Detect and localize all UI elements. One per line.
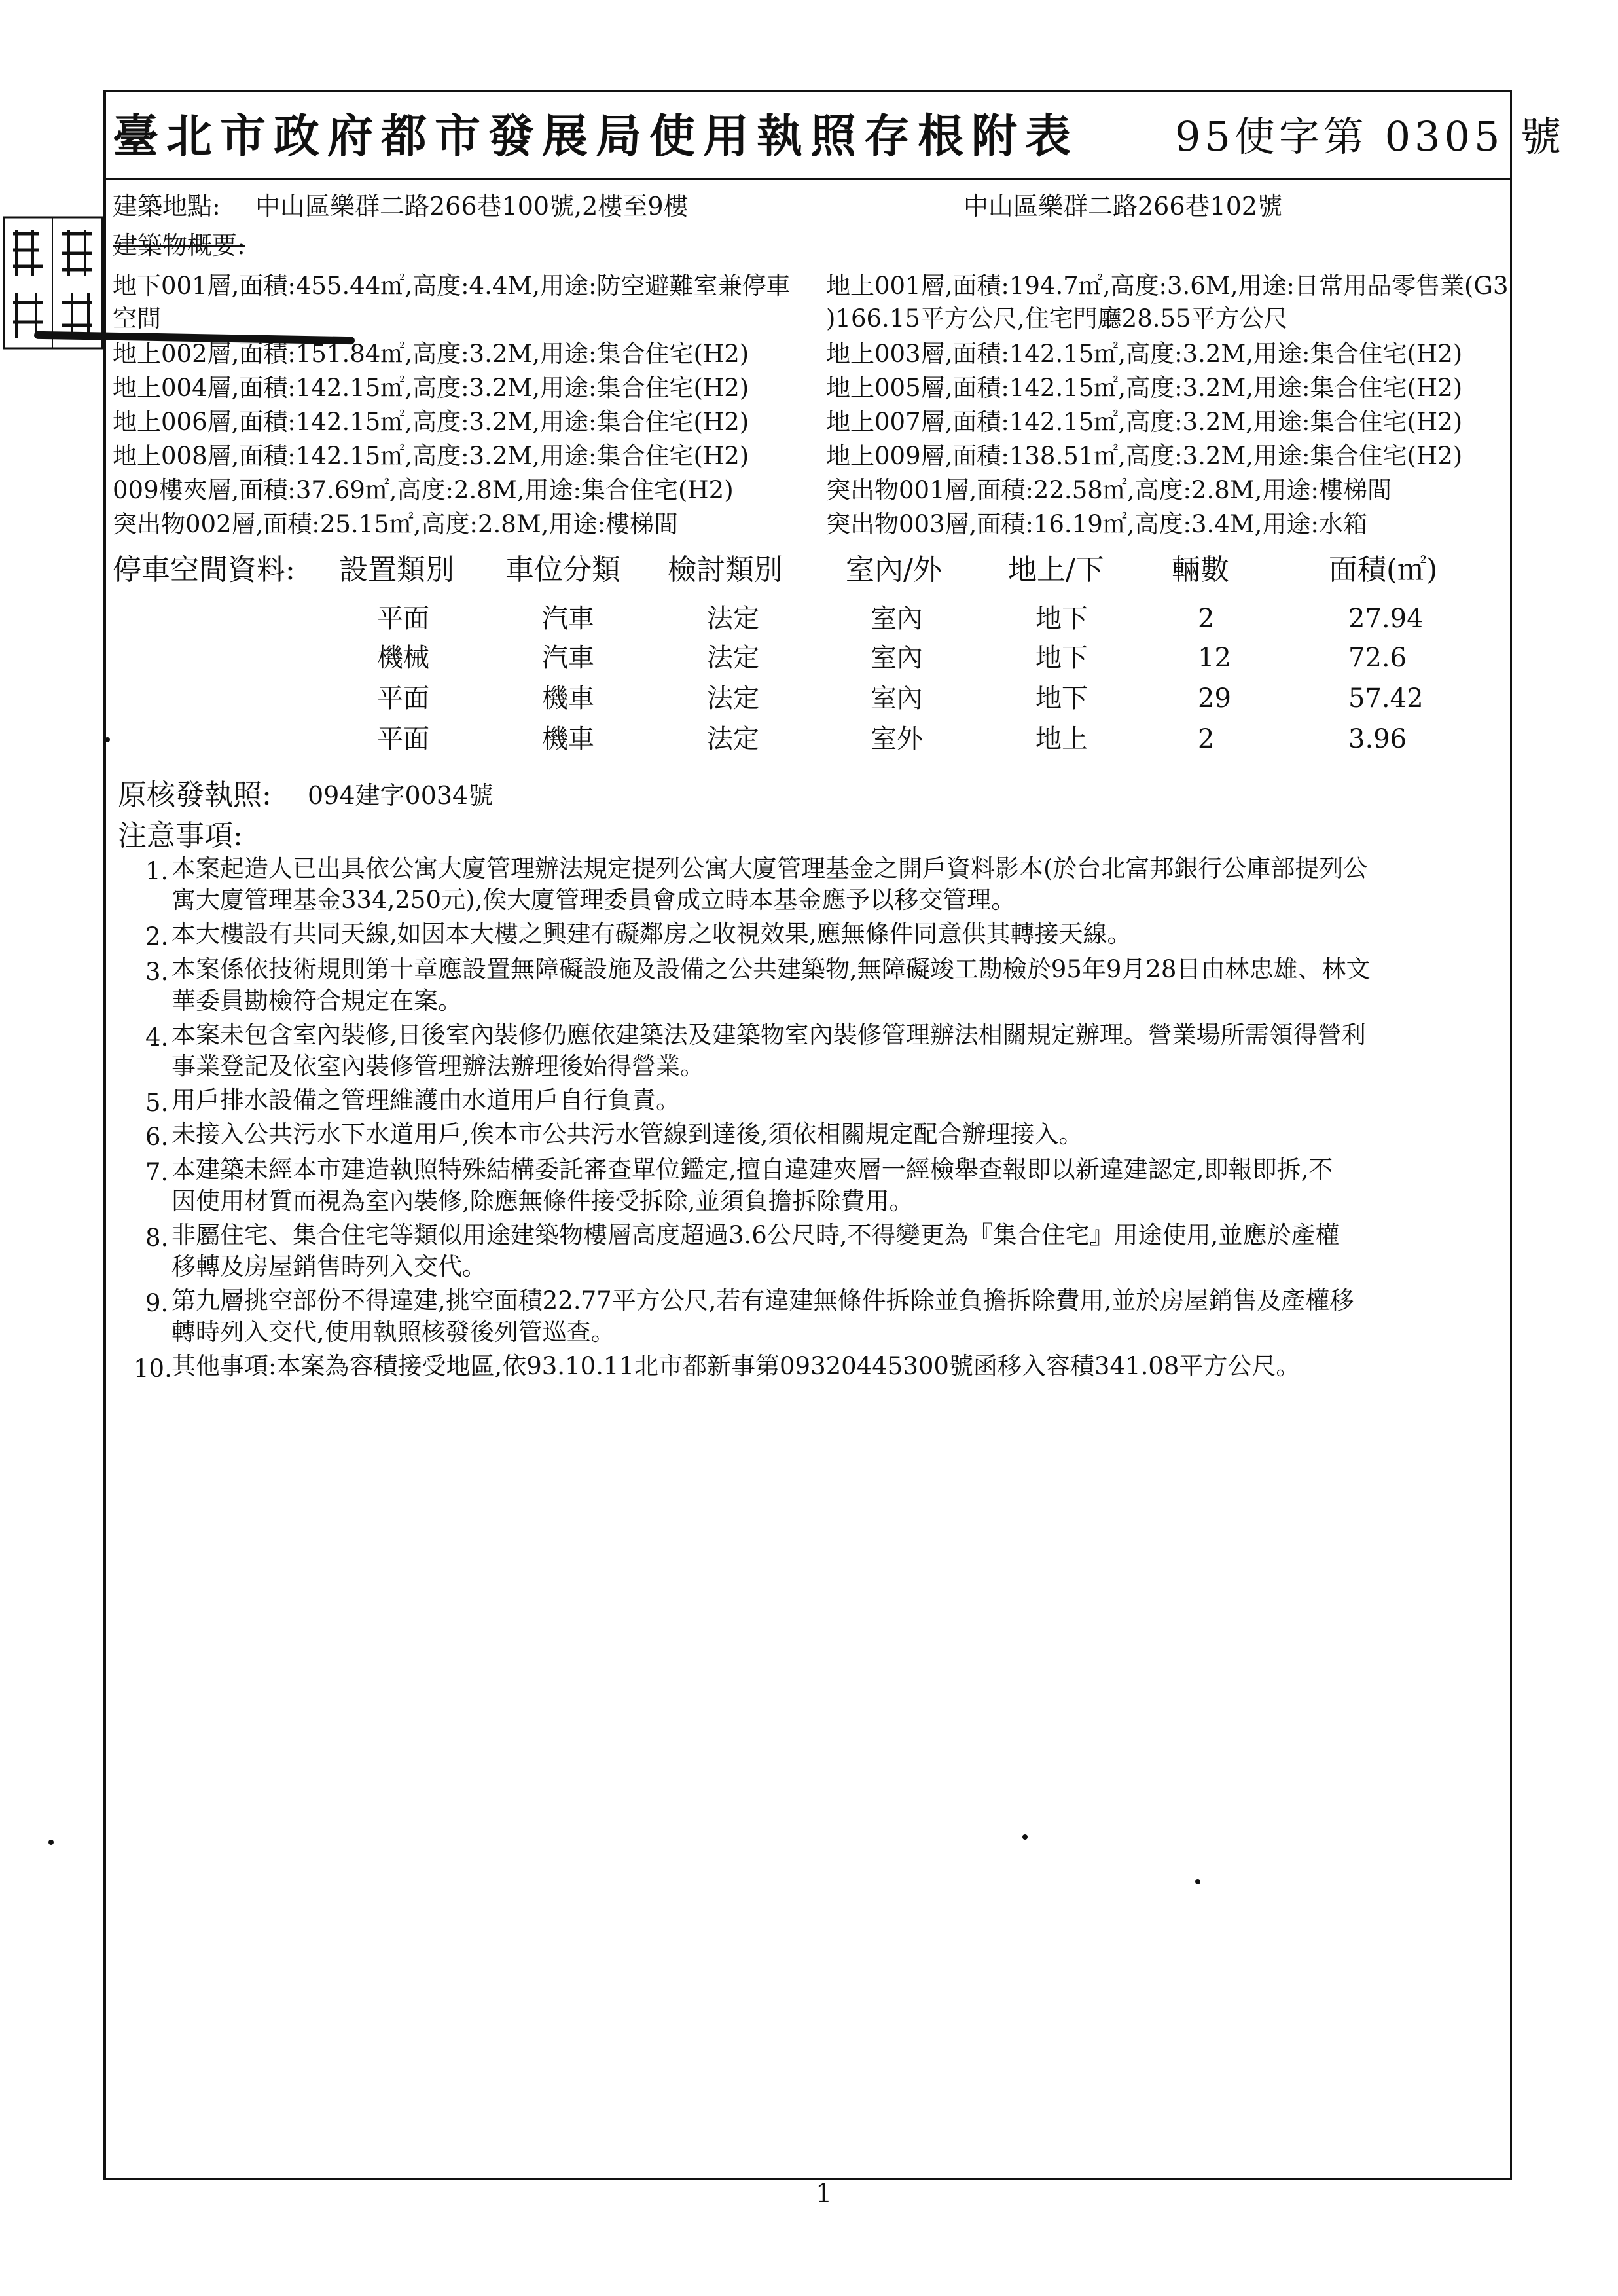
parking-header-review: 檢討類別: [668, 553, 783, 587]
title-divider: [103, 178, 1512, 180]
parking-cell: 3.96: [1348, 724, 1407, 754]
parking-cell: 室內: [871, 683, 923, 714]
original-license-value: 094建字0034號: [308, 781, 494, 810]
floor-5f: 地上005層,面積:142.15㎡,高度:3.2M,用途:集合住宅(H2): [826, 374, 1463, 402]
parking-cell: 室內: [871, 604, 923, 634]
original-license-label: 原核發執照:: [118, 778, 272, 812]
note-text: 寓大廈管理基金334,250元),俟大廈管理委員會成立時本基金應予以移交管理。: [171, 886, 1016, 914]
floor-8f: 地上008層,面積:142.15㎡,高度:3.2M,用途:集合住宅(H2): [113, 442, 749, 470]
note-text: 用戶排水設備之管理維護由水道用戶自行負責。: [171, 1086, 680, 1114]
note-text: 本案係依技術規則第十章應設置無障礙設施及設備之公共建築物,無障礙竣工勘檢於95年9月28日由林忠雄、林文: [171, 955, 1371, 983]
parking-cell: 27.94: [1348, 604, 1424, 634]
parking-cell: 平面: [377, 604, 429, 634]
parking-cell: 地下: [1035, 643, 1088, 673]
parking-cell: 機車: [542, 683, 594, 714]
parking-cell: 地下: [1035, 604, 1088, 634]
floor-roof-3: 突出物003層,面積:16.19㎡,高度:3.4M,用途:水箱: [826, 510, 1367, 538]
parking-cell: 汽車: [542, 604, 594, 634]
parking-cell: 機械: [377, 643, 429, 673]
note-text: 其他事項:本案為容積接受地區,依93.10.11北市都新事第09320445300號函移入容積341.08平方公尺。: [171, 1352, 1301, 1380]
page-number: 1: [816, 2179, 833, 2209]
site-address-1: 中山區樂群二路266巷100號,2樓至9樓: [255, 192, 689, 221]
note-number: 5.: [145, 1089, 169, 1117]
parking-cell: 平面: [377, 724, 429, 754]
floor-1f: 地上001層,面積:194.7㎡,高度:3.6M,用途:日常用品零售業(G3: [826, 272, 1509, 300]
floor-9f: 地上009層,面積:138.51㎡,高度:3.2M,用途:集合住宅(H2): [826, 442, 1463, 470]
note-number: 7.: [145, 1158, 169, 1186]
scan-speck: [105, 737, 110, 742]
floor-4f: 地上004層,面積:142.15㎡,高度:3.2M,用途:集合住宅(H2): [113, 374, 749, 402]
scan-speck: [1195, 1879, 1200, 1884]
parking-cell: 室外: [871, 724, 923, 754]
overview-label: 建築物概要:: [113, 231, 245, 260]
floor-roof-2: 突出物002層,面積:25.15㎡,高度:2.8M,用途:樓梯間: [113, 510, 678, 538]
site-label: 建築地點:: [113, 192, 221, 221]
parking-cell: 機車: [542, 724, 594, 754]
parking-header-area: 面積(㎡): [1329, 553, 1438, 587]
parking-cell: 29: [1198, 683, 1231, 714]
note-text: 本大樓設有共同天線,如因本大樓之興建有礙鄰房之收視效果,應無條件同意供其轉接天線。: [171, 920, 1132, 948]
parking-cell: 法定: [707, 724, 759, 754]
note-text: 移轉及房屋銷售時列入交代。: [171, 1252, 486, 1281]
note-number: 9.: [145, 1289, 169, 1317]
note-text: 轉時列入交代,使用執照核發後列管巡查。: [171, 1318, 615, 1346]
note-number: 4.: [145, 1023, 169, 1051]
parking-header-vehicle: 車位分類: [505, 553, 620, 587]
floor-2f: 地上002層,面積:151.84㎡,高度:3.2M,用途:集合住宅(H2): [113, 340, 749, 368]
site-address-2: 中山區樂群二路266巷102號: [963, 192, 1283, 221]
note-text: 本建築未經本市建造執照特殊結構委託審查單位鑑定,擅自違建夾層一經檢舉查報即以新違建認定,即報即拆,不: [171, 1156, 1333, 1184]
parking-cell: 地下: [1035, 683, 1088, 714]
parking-cell: 法定: [707, 604, 759, 634]
note-number: 10.: [134, 1355, 172, 1383]
floor-6f: 地上006層,面積:142.15㎡,高度:3.2M,用途:集合住宅(H2): [113, 408, 749, 436]
note-text: 事業登記及依室內裝修管理辦法辦理後始得營業。: [171, 1052, 704, 1080]
scan-speck: [1022, 1834, 1028, 1840]
note-number: 6.: [145, 1123, 169, 1151]
parking-header-indoor: 室內/外: [846, 553, 942, 587]
parking-cell: 法定: [707, 643, 759, 673]
parking-cell: 57.42: [1348, 683, 1424, 714]
note-text: 非屬住宅、集合住宅等類似用途建築物樓層高度超過3.6公尺時,不得變更為『集合住宅』用途使用,並應於產權: [171, 1221, 1340, 1249]
parking-header-level: 地上/下: [1008, 553, 1104, 587]
note-text: 華委員勘檢符合規定在案。: [171, 987, 462, 1015]
parking-cell: 72.6: [1348, 643, 1407, 673]
parking-cell: 12: [1198, 643, 1231, 673]
floor-b1: 地下001層,面積:455.44㎡,高度:4.4M,用途:防空避難室兼停車: [113, 272, 791, 300]
note-text: 第九層挑空部份不得違建,挑空面積22.77平方公尺,若有違建無條件拆除並負擔拆除費用,並於房屋銷售及產權移: [171, 1286, 1354, 1315]
parking-header-type: 設置類別: [339, 553, 454, 587]
note-text: 本案起造人已出具依公寓大廈管理辦法規定提列公寓大廈管理基金之開戶資料影本(於台北富邦銀行公庫部提列公: [171, 854, 1368, 883]
parking-cell: 地上: [1035, 724, 1088, 754]
parking-cell: 2: [1198, 724, 1215, 754]
permit-number: 95使字第 0305 號: [1175, 113, 1566, 160]
parking-cell: 汽車: [542, 643, 594, 673]
parking-cell: 平面: [377, 683, 429, 714]
parking-cell: 法定: [707, 683, 759, 714]
floor-roof-1: 突出物001層,面積:22.58㎡,高度:2.8M,用途:樓梯間: [826, 476, 1392, 504]
parking-label: 停車空間資料:: [113, 553, 295, 587]
floor-3f: 地上003層,面積:142.15㎡,高度:3.2M,用途:集合住宅(H2): [826, 340, 1463, 368]
note-number: 1.: [145, 857, 169, 885]
notes-label: 注意事項:: [118, 819, 243, 852]
note-text: 本案未包含室內裝修,日後室內裝修仍應依建築法及建築物室內裝修管理辦法相關規定辦理。營業場所需領得營利: [171, 1021, 1366, 1049]
floor-7f: 地上007層,面積:142.15㎡,高度:3.2M,用途:集合住宅(H2): [826, 408, 1463, 436]
document-title: 臺北市政府都市發展局使用執照存根附表: [113, 109, 1079, 163]
parking-cell: 室內: [871, 643, 923, 673]
parking-header-count: 輛數: [1172, 553, 1229, 587]
note-number: 3.: [145, 958, 169, 986]
note-text: 因使用材質而視為室內裝修,除應無條件接受拆除,並須負擔拆除費用。: [171, 1187, 914, 1215]
floor-9f-mezzanine: 009樓夾層,面積:37.69㎡,高度:2.8M,用途:集合住宅(H2): [113, 476, 734, 504]
note-number: 2.: [145, 922, 169, 951]
note-number: 8.: [145, 1224, 169, 1252]
floor-1f-cont: )166.15平方公尺,住宅門廳28.55平方公尺: [826, 304, 1288, 333]
scan-speck: [48, 1840, 54, 1845]
parking-cell: 2: [1198, 604, 1215, 634]
note-text: 未接入公共污水下水道用戶,俟本市公共污水管線到達後,須依相關規定配合辦理接入。: [171, 1120, 1083, 1148]
floor-b1-cont: 空間: [113, 304, 161, 333]
